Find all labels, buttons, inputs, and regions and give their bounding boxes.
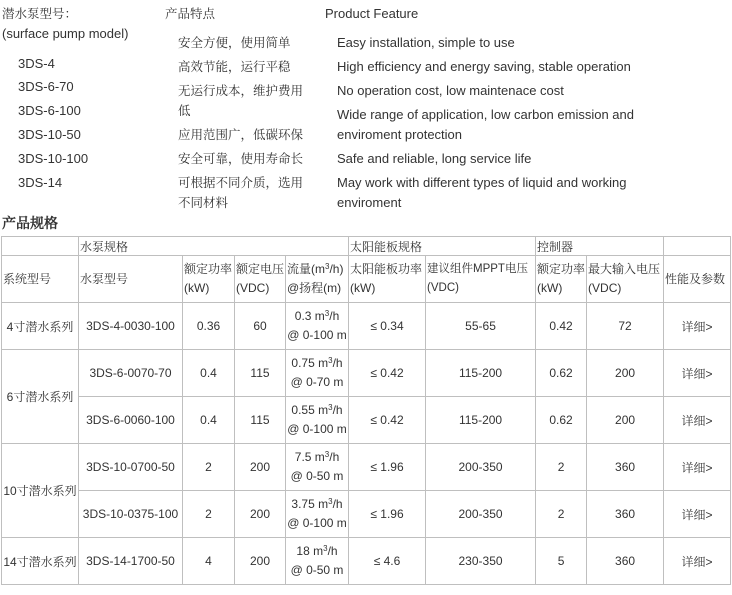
ctrl-power-cell: 5 bbox=[536, 538, 587, 585]
header-group-panel: 太阳能板规格 bbox=[349, 237, 536, 256]
feature-cn: 可根据不同介质，选用 bbox=[178, 175, 304, 190]
max-input-cell: 200 bbox=[587, 350, 664, 397]
header-performance: 性能及参数 bbox=[664, 256, 731, 303]
rated-voltage-cell: 200 bbox=[235, 538, 286, 585]
panel-power-cell: ≤ 1.96 bbox=[349, 444, 426, 491]
feature-cn: 低 bbox=[178, 103, 191, 118]
pump-model-cell: 3DS-6-0070-70 bbox=[79, 350, 183, 397]
ctrl-power-cell: 2 bbox=[536, 491, 587, 538]
flow-cell: 7.5 $m^3/h$ @ 0-50 m bbox=[286, 444, 349, 491]
header-group-pump: 水泵规格 bbox=[79, 237, 349, 256]
panel-power-cell: ≤ 1.96 bbox=[349, 491, 426, 538]
feature-en: No operation cost, low maintenace cost bbox=[337, 83, 564, 98]
header-flow: 流量$(m^3/h)$ @扬程(m) bbox=[286, 256, 349, 303]
details-link[interactable]: 详细> bbox=[664, 397, 731, 444]
table-row bbox=[2, 397, 731, 444]
rated-power-cell: 0.36 bbox=[183, 303, 235, 350]
header-panel-power: 太阳能板功率 (kW) bbox=[349, 256, 426, 303]
mppt-cell: 200-350 bbox=[426, 444, 536, 491]
model-heading-cn: 潜水泵型号： bbox=[2, 6, 78, 21]
model-item: 3DS-10-100 bbox=[18, 151, 89, 166]
header-max-input: 最大输入电压 (VDC) bbox=[587, 256, 664, 303]
feature-en: Safe and reliable, long service life bbox=[337, 151, 532, 166]
panel-power-cell: ≤ 4.6 bbox=[349, 538, 426, 585]
ctrl-power-cell: 0.42 bbox=[536, 303, 587, 350]
details-link[interactable]: 详细> bbox=[664, 538, 731, 585]
flow-cell: 18 $m^3/h$ @ 0-50 m bbox=[286, 538, 349, 585]
specs-title: 产品规格 bbox=[2, 216, 58, 232]
header-group-row bbox=[2, 237, 731, 256]
rated-power-cell: 0.4 bbox=[183, 350, 235, 397]
model-item: 3DS-10-50 bbox=[18, 127, 81, 142]
details-link[interactable]: 详细> bbox=[664, 491, 731, 538]
feature-cn: 无运行成本，维护费用 bbox=[178, 83, 304, 98]
table-row bbox=[2, 538, 731, 585]
details-link[interactable]: 详细> bbox=[664, 350, 731, 397]
pump-model-cell: 3DS-10-0375-100 bbox=[79, 491, 183, 538]
max-input-cell: 72 bbox=[587, 303, 664, 350]
max-input-cell: 200 bbox=[587, 397, 664, 444]
intro-section bbox=[0, 0, 732, 218]
rated-power-cell: 2 bbox=[183, 444, 235, 491]
rated-voltage-cell: 200 bbox=[235, 491, 286, 538]
feature-en: Wide range of application, low carbon emission and bbox=[337, 107, 635, 122]
ctrl-power-cell: 0.62 bbox=[536, 350, 587, 397]
ctrl-power-cell: 0.62 bbox=[536, 397, 587, 444]
model-item: 3DS-14 bbox=[18, 175, 63, 190]
features-heading-en: Product Feature bbox=[325, 6, 419, 21]
feature-en: Easy installation, simple to use bbox=[337, 35, 515, 50]
pump-model-cell: 3DS-14-1700-50 bbox=[79, 538, 183, 585]
feature-cn: 高效节能，运行平稳 bbox=[178, 59, 291, 74]
flow-cell: 0.55 $m^3/h$ @ 0-100 m bbox=[286, 397, 349, 444]
features-heading-cn: 产品特点 bbox=[165, 6, 216, 21]
ctrl-power-cell: 2 bbox=[536, 444, 587, 491]
mppt-cell: 115-200 bbox=[426, 397, 536, 444]
details-link[interactable]: 详细> bbox=[664, 444, 731, 491]
header-column-row bbox=[2, 256, 731, 303]
feature-cn: 安全可靠，使用寿命长 bbox=[178, 151, 304, 166]
system-cell: 10寸潜水系列 bbox=[2, 444, 79, 538]
max-input-cell: 360 bbox=[587, 538, 664, 585]
mppt-cell: 55-65 bbox=[426, 303, 536, 350]
system-cell: 4寸潜水系列 bbox=[2, 303, 79, 350]
header-rated-power: 额定功率 (kW) bbox=[183, 256, 235, 303]
rated-voltage-cell: 200 bbox=[235, 444, 286, 491]
rated-power-cell: 2 bbox=[183, 491, 235, 538]
header-pump-model: 水泵型号 bbox=[79, 256, 183, 303]
rated-power-cell: 0.4 bbox=[183, 397, 235, 444]
max-input-cell: 360 bbox=[587, 444, 664, 491]
rated-power-cell: 4 bbox=[183, 538, 235, 585]
mppt-cell: 115-200 bbox=[426, 350, 536, 397]
specs-table bbox=[1, 236, 731, 585]
pump-model-cell: 3DS-4-0030-100 bbox=[79, 303, 183, 350]
mppt-cell: 200-350 bbox=[426, 491, 536, 538]
feature-en: High efficiency and energy saving, stable operation bbox=[337, 59, 631, 74]
feature-en: enviroment bbox=[337, 195, 402, 210]
header-system: 系统型号 bbox=[2, 256, 79, 303]
details-link[interactable]: 详细> bbox=[664, 303, 731, 350]
rated-voltage-cell: 115 bbox=[235, 397, 286, 444]
header-mppt: 建议组件MPPT电压 (VDC) bbox=[426, 256, 536, 303]
model-item: 3DS-6-100 bbox=[18, 103, 81, 118]
feature-cn: 安全方便，使用简单 bbox=[178, 35, 291, 50]
flow-cell: 3.75 $m^3/h$ @ 0-100 m bbox=[286, 491, 349, 538]
panel-power-cell: ≤ 0.34 bbox=[349, 303, 426, 350]
table-row bbox=[2, 491, 731, 538]
system-cell: 14寸潜水系列 bbox=[2, 538, 79, 585]
table-row bbox=[2, 444, 731, 491]
rated-voltage-cell: 60 bbox=[235, 303, 286, 350]
feature-en: May work with different types of liquid and working bbox=[337, 175, 627, 190]
max-input-cell: 360 bbox=[587, 491, 664, 538]
flow-cell: 0.75 $m^3/h$ @ 0-70 m bbox=[286, 350, 349, 397]
mppt-cell: 230-350 bbox=[426, 538, 536, 585]
pump-model-cell: 3DS-6-0060-100 bbox=[79, 397, 183, 444]
header-empty-cell bbox=[664, 237, 731, 256]
model-heading-en: (surface pump model) bbox=[2, 26, 129, 41]
header-rated-voltage: 额定电压 (VDC) bbox=[235, 256, 286, 303]
header-ctrl-power: 额定功率 (kW) bbox=[536, 256, 587, 303]
feature-cn: 不同材料 bbox=[178, 195, 229, 210]
feature-en: enviroment protection bbox=[337, 127, 463, 142]
table-row bbox=[2, 350, 731, 397]
model-item: 3DS-4 bbox=[18, 56, 55, 71]
header-group-controller: 控制器 bbox=[536, 237, 664, 256]
panel-power-cell: ≤ 0.42 bbox=[349, 350, 426, 397]
table-row bbox=[2, 303, 731, 350]
rated-voltage-cell: 115 bbox=[235, 350, 286, 397]
header-empty-cell bbox=[2, 237, 79, 256]
model-item: 3DS-6-70 bbox=[18, 79, 74, 94]
panel-power-cell: ≤ 0.42 bbox=[349, 397, 426, 444]
feature-cn: 应用范围广，低碳环保 bbox=[178, 127, 304, 142]
pump-model-cell: 3DS-10-0700-50 bbox=[79, 444, 183, 491]
flow-cell: 0.3 $m^3/h$ @ 0-100 m bbox=[286, 303, 349, 350]
system-cell: 6寸潜水系列 bbox=[2, 350, 79, 444]
